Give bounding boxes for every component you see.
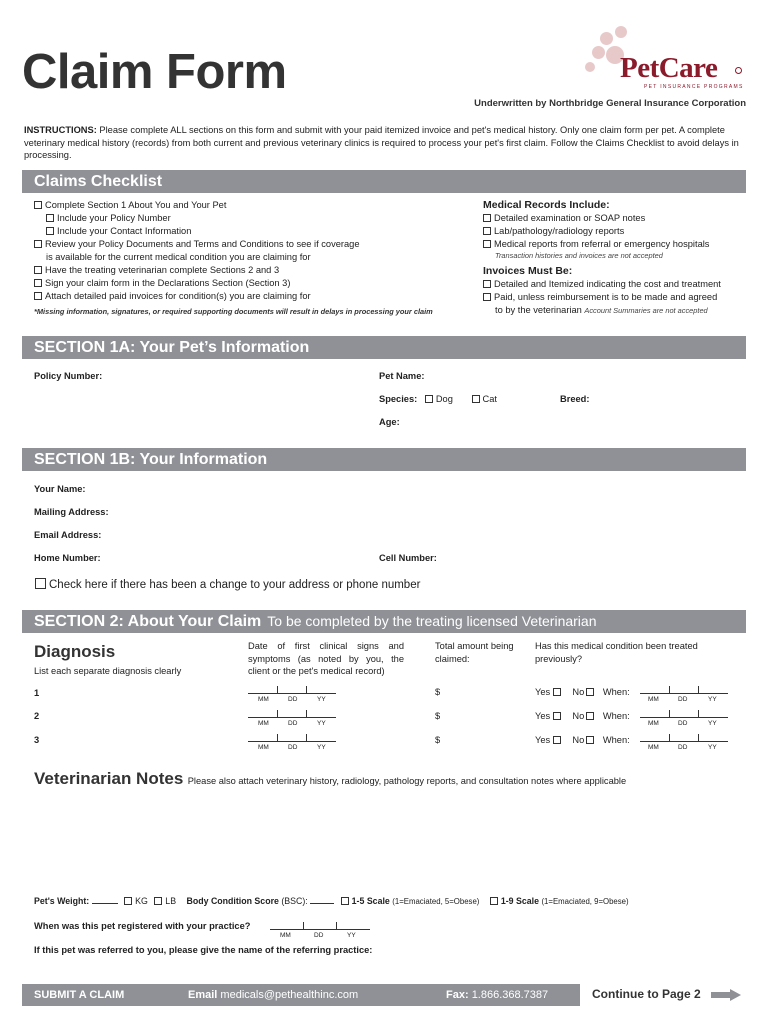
when-treated-field[interactable]: MM DD YY	[640, 683, 728, 713]
policy-number-label: Policy Number:	[34, 371, 103, 381]
checklist-item-continued: is available for the current medical condition you are claiming for	[46, 252, 311, 262]
checklist-item: Complete Section 1 About You and Your Pet	[34, 199, 474, 212]
cell-number-label: Cell Number:	[379, 553, 437, 563]
species-field: Species: Dog Cat	[379, 394, 497, 404]
checklist-item: Include your Policy Number	[34, 212, 474, 225]
cat-checkbox[interactable]	[472, 395, 480, 403]
your-name-label: Your Name:	[34, 484, 86, 494]
section-1b-title: SECTION 1B: Your Information	[34, 451, 268, 468]
no-checkbox[interactable]	[586, 712, 594, 720]
checklist-item: Review your Policy Documents and Terms and Conditions to see if coverage	[34, 238, 474, 251]
date-first-signs-field[interactable]: MM DD YY	[248, 683, 336, 713]
footer-email[interactable]: Email medicals@pethealthinc.com	[188, 989, 359, 1001]
vet-notes-area[interactable]	[34, 796, 746, 882]
petcare-logo	[582, 22, 752, 92]
change-address-checkbox[interactable]	[35, 578, 46, 589]
registered-question: When was this pet registered with your practice?	[34, 921, 251, 931]
diagnosis-row-number: 3	[34, 735, 40, 745]
dog-checkbox[interactable]	[425, 395, 433, 403]
section-2-subtitle: To be completed by the treating licensed Veterinarian	[267, 613, 597, 629]
yes-checkbox[interactable]	[553, 712, 561, 720]
checklist-title: Claims Checklist	[34, 173, 163, 190]
arrow-right-icon[interactable]	[711, 989, 741, 1001]
section-1b-header	[22, 448, 746, 471]
checkbox[interactable]	[46, 227, 54, 235]
footer-fax: Fax: 1.866.368.7387	[446, 989, 549, 1001]
home-number-label: Home Number:	[34, 553, 101, 563]
breed-label: Breed:	[560, 394, 590, 404]
checkbox[interactable]	[34, 279, 42, 287]
medical-records-title: Medical Records Include:	[483, 199, 610, 211]
bcs-input[interactable]	[310, 903, 334, 904]
footer-bar	[22, 984, 580, 1006]
kg-checkbox[interactable]	[124, 897, 132, 905]
section-2-header	[22, 610, 746, 633]
amount-dollar: $	[435, 687, 441, 697]
checkbox[interactable]	[483, 293, 491, 301]
checkbox[interactable]	[483, 280, 491, 288]
no-checkbox[interactable]	[586, 736, 594, 744]
checkbox[interactable]	[483, 227, 491, 235]
yes-checkbox[interactable]	[553, 688, 561, 696]
checklist-item: Include your Contact Information	[34, 225, 474, 238]
diagnosis-row-number: 2	[34, 711, 40, 721]
registered-mark	[735, 67, 742, 74]
medical-item: Detailed examination or SOAP notes	[483, 212, 748, 225]
scale-5-checkbox[interactable]	[341, 897, 349, 905]
vet-notes-subtitle: Please also attach veterinary history, radiology, pathology reports, and consultation notes where applicable	[187, 776, 627, 786]
yes-checkbox[interactable]	[553, 736, 561, 744]
logo-wordmark: PetCare	[620, 52, 718, 84]
checkbox[interactable]	[34, 201, 42, 209]
treated-previously-row: Yes No When:	[535, 735, 630, 745]
weight-bcs-row: Pet's Weight: KG LB Body Condition Score (BSC): 1-5 Scale (1=Emaciated, 5=Obese) 1-9 Scale (1=Emaciated, 9=Obese)	[34, 896, 629, 906]
instructions-label: INSTRUCTIONS:	[24, 125, 97, 135]
medical-item: Lab/pathology/radiology reports	[483, 225, 748, 238]
date-first-signs-field[interactable]: MM DD YY	[248, 707, 336, 737]
no-checkbox[interactable]	[586, 688, 594, 696]
checklist-item: Attach detailed paid invoices for condition(s) you are claiming for	[34, 290, 474, 303]
diagnosis-heading: Diagnosis	[34, 642, 116, 661]
treated-header: Has this medical condition been treated previously?	[535, 641, 698, 664]
instructions-text: Please complete ALL sections on this form and submit with your paid itemized invoice and pet's medical history. Only one claim form per pet. A complete veterinary medical history (records) from both current and previous veterinary clinics is required to process your pet's first claim. Follow the Claims Checklist to avoid delays in processing.	[24, 125, 739, 161]
date-first-signs-field[interactable]: MM DD YY	[248, 731, 336, 761]
checkbox[interactable]	[34, 240, 42, 248]
submit-claim-label: SUBMIT A CLAIM	[34, 989, 125, 1001]
age-label: Age:	[379, 417, 400, 427]
logo-subtitle: PET INSURANCE PROGRAMS	[644, 84, 744, 90]
checkbox[interactable]	[483, 214, 491, 222]
referred-question: If this pet was referred to you, please give the name of the referring practice:	[34, 945, 373, 955]
underwriter-line: Underwritten by Northbridge General Insurance Corporation	[474, 98, 746, 109]
checkbox[interactable]	[34, 292, 42, 300]
email-address-label: Email Address:	[34, 530, 102, 540]
when-treated-field[interactable]: MM DD YY	[640, 707, 728, 737]
diagnosis-row-number: 1	[34, 688, 40, 698]
checkbox[interactable]	[34, 266, 42, 274]
treated-previously-row: Yes No When:	[535, 711, 630, 721]
section-1a-header	[22, 336, 746, 359]
diagnosis-instructions: List each separate diagnosis clearly	[34, 666, 182, 676]
checkbox[interactable]	[46, 214, 54, 222]
checklist-right	[483, 199, 748, 317]
change-address-row: Check here if there has been a change to your address or phone number	[35, 578, 420, 591]
invoice-item: Detailed and Itemized indicating the cost and treatment	[483, 278, 748, 291]
medical-note: Transaction histories and invoices are not accepted	[495, 251, 663, 260]
page-title: Claim Form	[22, 45, 287, 99]
checklist-left	[34, 199, 474, 318]
checklist-item: Sign your claim form in the Declarations Section (Section 3)	[34, 277, 474, 290]
checklist-note: *Missing information, signatures, or required supporting documents will result in delays in processing your claim	[34, 307, 433, 316]
weight-input[interactable]	[92, 903, 118, 904]
section-1a-title: SECTION 1A: Your Pet’s Information	[34, 339, 310, 356]
mailing-address-label: Mailing Address:	[34, 507, 109, 517]
pet-name-label: Pet Name:	[379, 371, 425, 381]
section-2-title: SECTION 2: About Your Claim	[34, 613, 262, 630]
instructions	[24, 124, 748, 162]
vet-notes-title: Veterinarian Notes	[34, 769, 184, 788]
paw-icon	[600, 32, 613, 45]
total-header: Total amount being claimed:	[435, 641, 514, 664]
checkbox[interactable]	[483, 240, 491, 248]
when-treated-field[interactable]: MM DD YY	[640, 731, 728, 761]
continue-link[interactable]: Continue to Page 2	[592, 987, 701, 1001]
invoice-item-continued: to by the veterinarian Account Summaries are not accepted	[495, 305, 708, 315]
vet-notes-heading-row	[34, 769, 626, 789]
scale-9-checkbox[interactable]	[490, 897, 498, 905]
amount-dollar: $	[435, 735, 441, 745]
registered-date-field[interactable]: MM DD YY	[270, 919, 370, 949]
invoices-title: Invoices Must Be:	[483, 265, 573, 277]
checklist-item: Have the treating veterinarian complete Sections 2 and 3	[34, 264, 474, 277]
lb-checkbox[interactable]	[154, 897, 162, 905]
medical-item: Medical reports from referral or emergency hospitals	[483, 238, 748, 251]
checklist-header	[22, 170, 746, 193]
date-header: Date of first clinical signs and symptoms (as noted by you, the client or the pet's medical record)	[248, 641, 404, 676]
amount-dollar: $	[435, 711, 441, 721]
invoice-item: Paid, unless reimbursement is to be made and agreed	[483, 291, 748, 304]
treated-previously-row: Yes No When:	[535, 687, 630, 697]
